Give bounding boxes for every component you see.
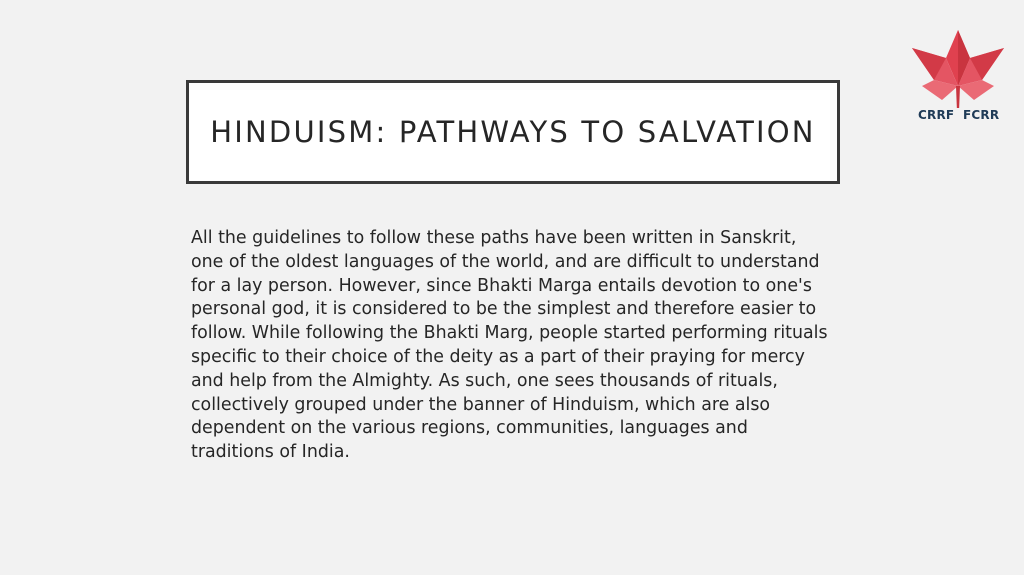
crrf-logo [908,28,1008,124]
title-box [186,80,840,184]
logo-text-crrf: CRRF [918,108,955,122]
body-paragraph: All the guidelines to follow these paths have been written in Sanskrit, one of the oldest languages of the world, and are difficult to understand for a lay person. However, since Bhakti Marga entails devotion to one's personal god, it is considered to be the simplest and therefore easier to follow. While following the Bhakti Marg, people started performing rituals specific to their choice of the deity as a part of their praying for mercy and help from the Almighty. As such, one sees thousands of rituals, collectively grouped under the banner of Hinduism, which are also dependent on the various regions, communities, languages and traditions of India. [191,228,828,463]
logo-text-fcrr: FCRR [963,108,1000,122]
slide-title: HINDUISM: PATHWAYS TO SALVATION [210,115,816,149]
maple-leaf-icon [908,28,1008,108]
